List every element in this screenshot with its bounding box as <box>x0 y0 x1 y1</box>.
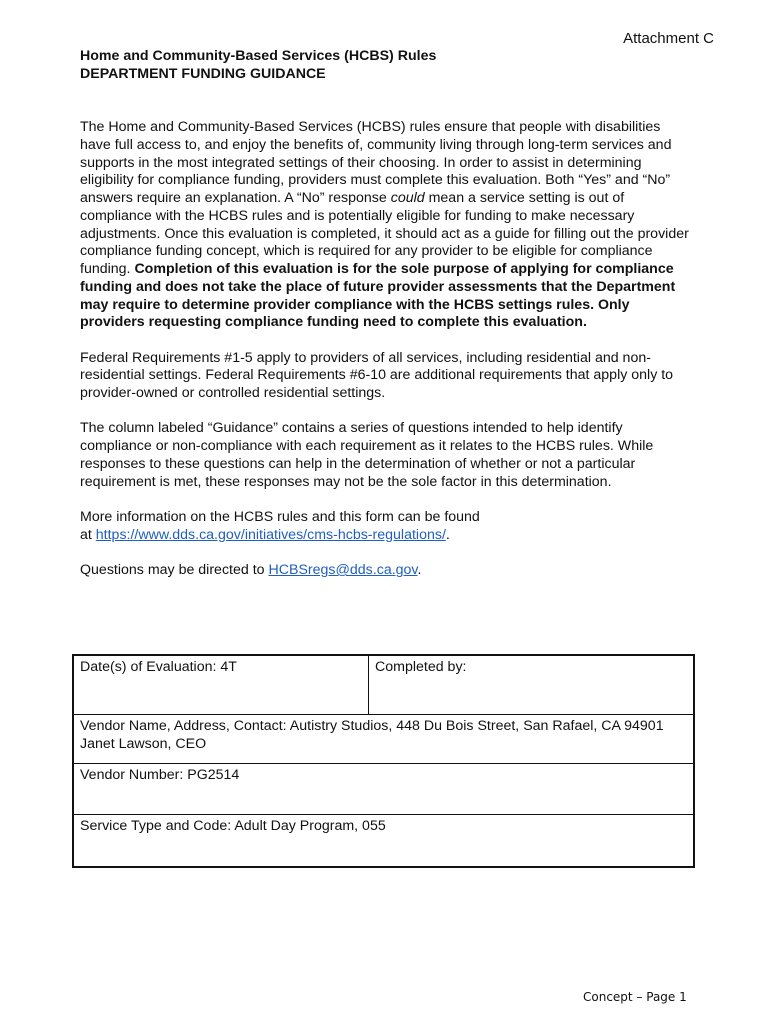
form-row <box>73 715 694 764</box>
guidance-paragraph: The column labeled “Guidance” contains a series of questions intended to help identify compliance or non-compliance with each requirement as it relates to the HCBS rules. While responses to these questions can help in the determination of whether or not a particular requirement is met, these responses may not be the sole factor in this determination. <box>80 420 654 490</box>
intro-bold: Completion of this evaluation is for the sole purpose of applying for compliance funding and does not take the place of future provider assessments that the Department may require to determine provider compliance with the HCBS settings rules. Only providers requesting compliance funding need to complete this evaluation. <box>80 261 676 331</box>
hcbs-regulations-link[interactable]: https://www.dds.ca.gov/initiatives/cms-hcbs-regulations/ <box>95 526 446 543</box>
more-info-after: . <box>445 526 450 543</box>
dates-of-evaluation-field[interactable]: Date(s) of Evaluation: 4T <box>73 655 369 715</box>
page-footer: Concept – Page 1 <box>583 990 687 1004</box>
title-line-2: DEPARTMENT FUNDING GUIDANCE <box>80 65 326 82</box>
questions-paragraph <box>80 562 692 580</box>
intro-text-1: The Home and Community-Based Services (HCBS) rules ensure that people with disabilities have full access to, and enjoy the benefits of, community living through long-term services and supports in the most integrated settings of their choosing. In order to assist in determining eligibility for compliance funding, providers must complete this evaluation. Both “Yes” and “No” answers require an explanation. A “No” response <box>80 119 672 206</box>
document-body <box>80 119 692 597</box>
intro-text-2: mean a service setting is out of compliance with the HCBS rules and is potentially eligible for funding to make necessary adjustments. Once this evaluation is completed, it should act as a guide for filling out the provider compliance funding concept, which is required for any provider to be eligible for compliance funding. <box>80 190 689 277</box>
more-info-paragraph <box>80 509 692 545</box>
document-title <box>80 48 436 83</box>
form-row <box>73 655 694 715</box>
vendor-name-field[interactable]: Vendor Name, Address, Contact: Autistry Studios, 448 Du Bois Street, San Rafael, CA 94901 Janet Lawson, CEO <box>73 715 694 764</box>
title-line-1: Home and Community-Based Services (HCBS) Rules <box>80 48 437 64</box>
federal-requirements-paragraph: Federal Requirements #1-5 apply to providers of all services, including residential and non-residential settings. Federal Requirements #6-10 are additional requirements that apply only to provider-owned or controlled residential settings. <box>80 349 674 402</box>
intro-italic: could <box>390 190 425 206</box>
evaluation-form-table <box>72 654 695 868</box>
vendor-number-field[interactable]: Vendor Number: PG2514 <box>73 764 694 815</box>
completed-by-field[interactable]: Completed by: <box>369 655 695 715</box>
more-info-line1: More information on the HCBS rules and this form can be found <box>80 509 480 526</box>
more-info-at: at <box>80 526 96 543</box>
questions-after: . <box>417 562 422 579</box>
questions-prefix: Questions may be directed to <box>80 562 269 579</box>
form-row <box>73 764 694 815</box>
email-link[interactable]: HCBSregs@dds.ca.gov <box>268 562 418 579</box>
form-row <box>73 815 694 868</box>
intro-paragraph <box>80 119 692 332</box>
attachment-label: Attachment C <box>623 30 714 47</box>
service-type-field[interactable]: Service Type and Code: Adult Day Program, 055 <box>73 815 694 868</box>
